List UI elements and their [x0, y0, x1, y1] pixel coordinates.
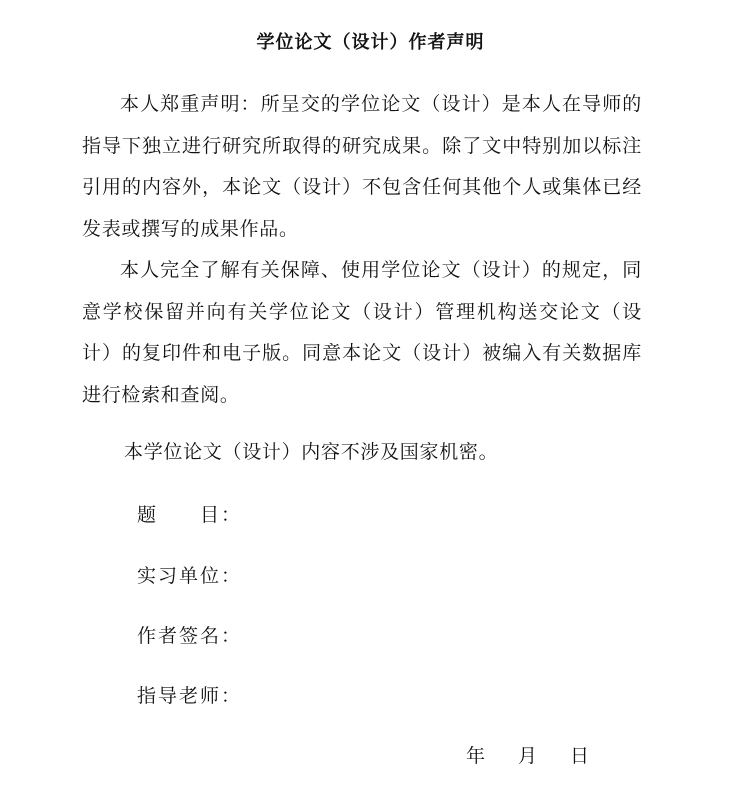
page-title: 学位论文（设计）作者声明	[256, 32, 485, 53]
thesis-title-label-b: 目：	[200, 504, 243, 526]
internship-unit-field: 实习单位：	[137, 565, 243, 587]
declaration-paragraph-2: 本人完全了解有关保障、使用学位论文（设计）的规定，同意学校保留并向有关学位论文（设计）管理机构送交论文（设计）的复印件和电子版。同意本论文（设计）被编入有关数据库进行检索和查阅。	[82, 259, 642, 406]
date-year-label: 年	[466, 745, 486, 767]
thesis-title-field	[137, 500, 242, 530]
date-row	[466, 741, 589, 771]
declaration-paragraph-1: 本人郑重声明：所呈交的学位论文（设计）是本人在导师的指导下独立进行研究所取得的研究成果。除了文中特别加以标注引用的内容外，本论文（设计）不包含任何其他个人或集体已经发表或撰写的成果作品。	[82, 93, 642, 240]
date-month-label: 月	[518, 745, 538, 767]
confidentiality-notice: 本学位论文（设计）内容不涉及国家机密。	[124, 441, 499, 463]
date-day-label: 日	[570, 745, 590, 767]
advisor-field: 指导老师：	[137, 685, 243, 707]
thesis-title-label-a: 题	[137, 504, 159, 526]
author-signature-field: 作者签名：	[137, 625, 243, 647]
